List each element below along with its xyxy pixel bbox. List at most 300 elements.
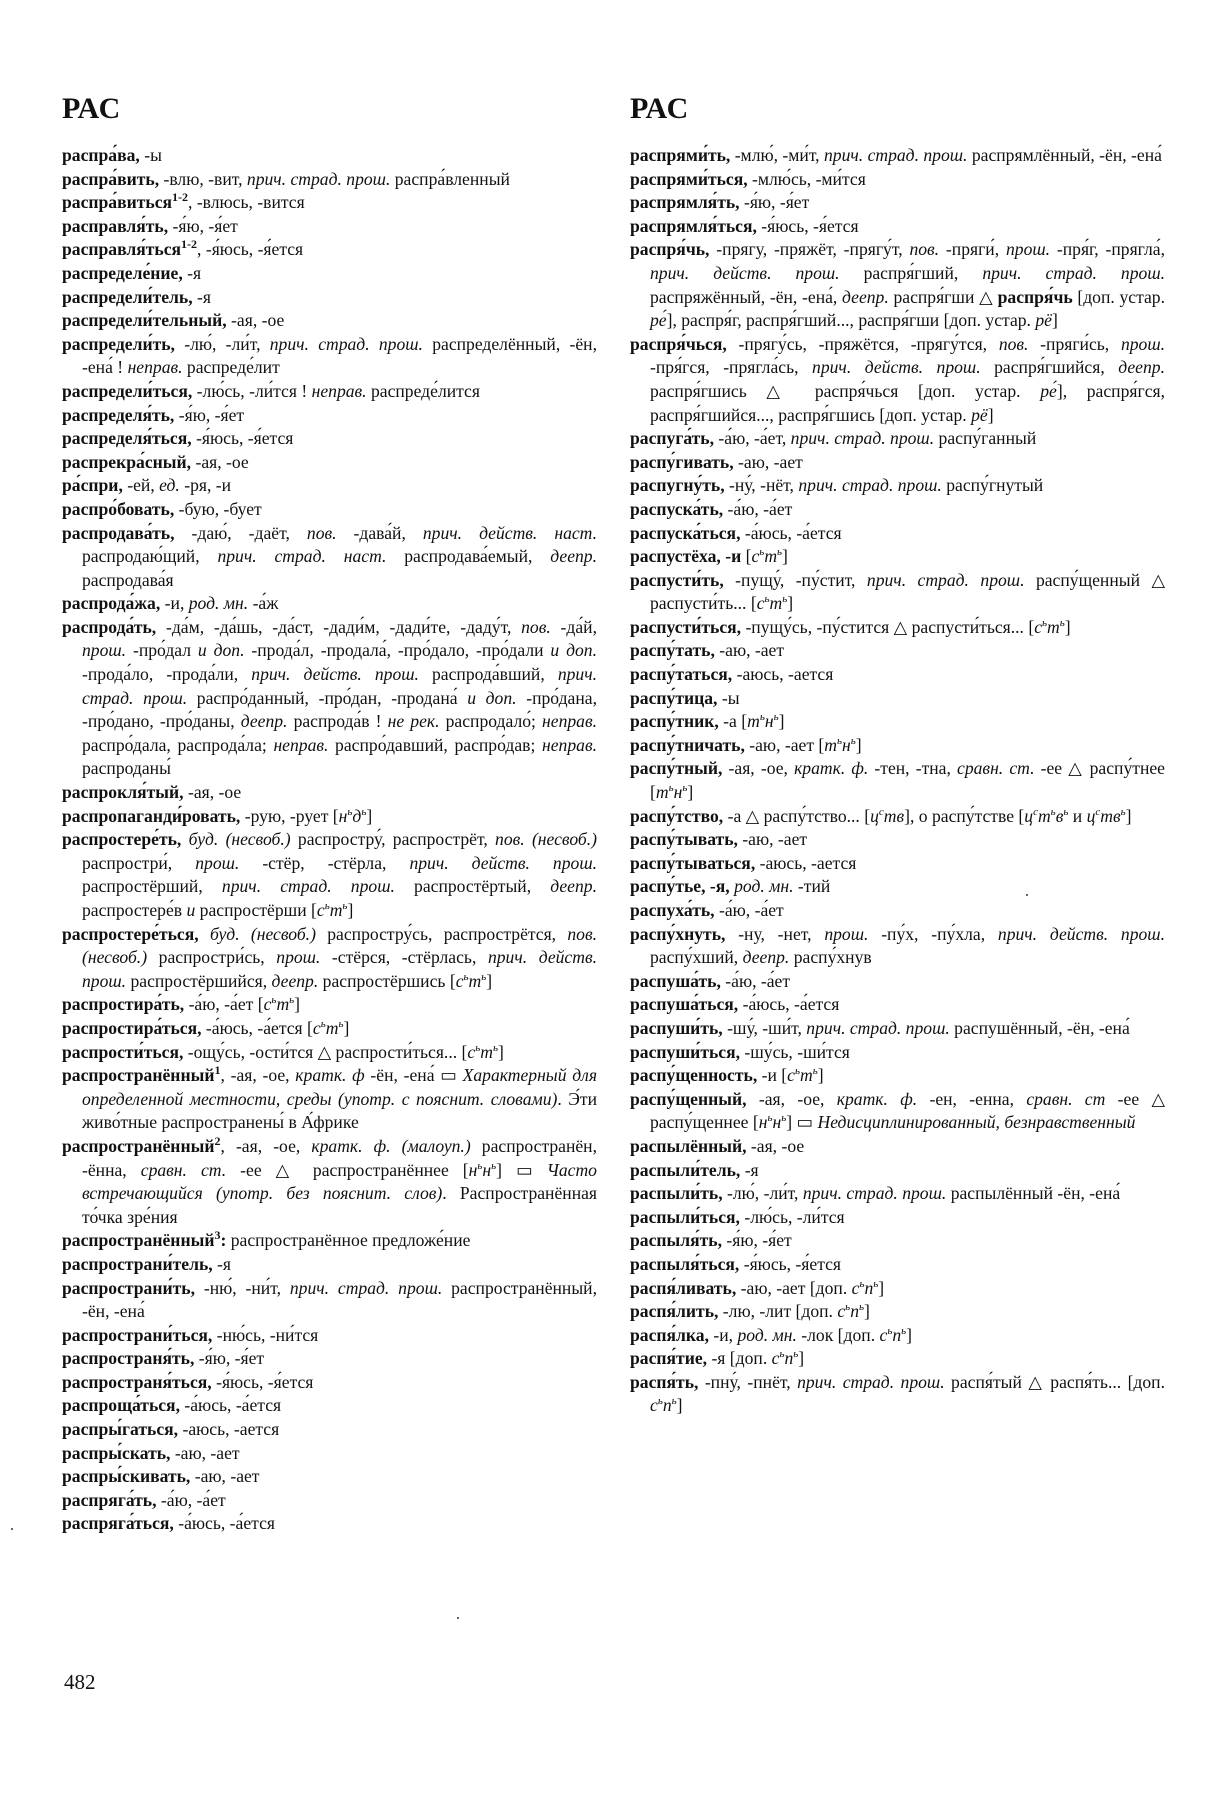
- right-entries: [630, 144, 1165, 1418]
- entry-text: ], о распу́тстве [: [904, 805, 1025, 826]
- entry-text: -ая, -ое: [746, 1135, 805, 1156]
- headword: распя́ть,: [630, 1371, 699, 1392]
- grammar-label: кратк. ф.: [794, 758, 869, 779]
- dictionary-entry: [62, 1489, 597, 1513]
- entry-text: -ая, -ое,: [722, 758, 795, 779]
- dictionary-entry: [62, 286, 597, 310]
- entry-text: распрода́в !: [287, 711, 388, 732]
- entry-text: ]: [366, 805, 373, 826]
- entry-text: ], распря́г, распря́гший..., распря́гши [доп. устар.: [666, 310, 1036, 331]
- superscript: ь: [1063, 805, 1069, 818]
- superscript: ь: [342, 900, 348, 913]
- entry-text: . Э́ти живо́тные распространены́ в А́фрике: [82, 1088, 598, 1133]
- headword: распугну́ть,: [630, 475, 725, 496]
- grammar-label: т: [655, 782, 669, 803]
- dictionary-entry: [62, 1277, 597, 1324]
- entry-text: ] ▭: [786, 1112, 818, 1133]
- entry-text: ]: [798, 1348, 805, 1369]
- entry-text: ]: [855, 734, 862, 755]
- grammar-label: п: [892, 1324, 902, 1345]
- grammar-label: пов.: [909, 239, 940, 260]
- dictionary-entry: [62, 380, 597, 404]
- superscript: ь: [859, 1277, 865, 1290]
- headword: распыля́ться,: [630, 1253, 740, 1274]
- entry-text: -стёрся, -стёрлась,: [320, 947, 488, 968]
- entry-text: распростру́, распрострёт,: [290, 829, 496, 850]
- headword: распу́тать,: [630, 640, 715, 661]
- superscript: с: [1095, 805, 1101, 818]
- entry-text: , -ая, -ое,: [220, 1065, 296, 1086]
- grammar-label: прич. страд. прош.: [269, 333, 423, 354]
- headword: распрями́ть,: [630, 145, 731, 165]
- grammar-label: деепр.: [742, 947, 790, 968]
- dictionary-entry: [62, 1394, 597, 1418]
- grammar-label: н: [842, 734, 851, 755]
- grammar-label: деепр.: [550, 546, 597, 567]
- dictionary-entry: [630, 805, 1165, 829]
- grammar-label: п: [784, 1348, 794, 1369]
- grammar-label: т: [764, 546, 778, 567]
- grammar-label: прич. действ. прош.: [812, 357, 981, 378]
- grammar-label: с: [879, 1324, 888, 1345]
- entry-text: распря́гшись △ распря́чься [доп. устар.: [650, 380, 1041, 401]
- entry-text: ], распря́гся, распря́гшийся..., распря́гшись [доп. устар.: [650, 380, 1165, 425]
- dictionary-entry: [62, 993, 597, 1017]
- entry-text: распря́гший,: [839, 262, 983, 283]
- entry-text: распростри́,: [82, 852, 196, 873]
- superscript: ь: [901, 1324, 907, 1337]
- grammar-label: и доп.: [197, 640, 245, 661]
- grammar-label: прич. страд. прош.: [289, 1277, 443, 1298]
- superscript: с: [878, 805, 884, 818]
- dictionary-entry: [630, 474, 1165, 498]
- grammar-label: т: [824, 734, 838, 755]
- entry-text: -я́ю, -я́ет: [174, 404, 245, 425]
- superscript: ь: [481, 970, 487, 983]
- dictionary-entry: [630, 663, 1165, 687]
- entry-text: -ощу́сь, -ости́тся △ распрости́ться... [: [183, 1041, 468, 1062]
- grammar-label: прич. страд. прош.: [982, 262, 1165, 283]
- superscript: ь: [324, 900, 330, 913]
- dictionary-entry: [630, 333, 1165, 427]
- entry-text: распространённый, -ён, -ена́: [82, 1277, 597, 1322]
- headword: распространи́ть,: [62, 1277, 195, 1298]
- dictionary-entry: [630, 451, 1165, 475]
- headword: распроща́ться,: [62, 1395, 180, 1416]
- entry-text: -пряги́сь,: [1028, 333, 1121, 354]
- headword: распряга́ть,: [62, 1489, 157, 1510]
- entry-text: , -я́юсь, -я́ется: [197, 239, 304, 260]
- entry-text: -ню́сь, -ни́тся: [212, 1324, 319, 1345]
- dictionary-entry: [62, 191, 597, 215]
- dictionary-entry: [62, 262, 597, 286]
- entry-text: распределённый, -ён, -ена́ !: [82, 333, 597, 378]
- entry-text: ]: [778, 711, 785, 732]
- entry-text: -лю, -лит [доп.: [718, 1301, 838, 1322]
- headword: распу́тник,: [630, 711, 719, 732]
- headword: распу́хнуть,: [630, 923, 726, 944]
- dictionary-entry: [630, 215, 1165, 239]
- left-column: [62, 92, 597, 1536]
- headword: расправля́ть,: [62, 215, 169, 236]
- entry-text: -а́ю, -а́ет: [714, 900, 784, 920]
- entry-text: распу́хнув: [789, 947, 872, 968]
- entry-text: -я,: [705, 876, 730, 897]
- entry-text: -а́юсь, -а́ется: [738, 994, 840, 1015]
- entry-text: -аю, -ает: [714, 640, 785, 661]
- entry-text: -тий: [793, 876, 831, 897]
- entry-text: распростере́в: [82, 900, 187, 920]
- headword: распределя́ться,: [62, 428, 192, 449]
- headword: распу́гивать,: [630, 451, 734, 472]
- entry-text: и: [1068, 805, 1087, 826]
- headword: распуша́ться,: [630, 994, 739, 1015]
- entry-text: ]: [294, 994, 301, 1015]
- entry-text: -пу́х, -пу́хла,: [868, 923, 998, 944]
- grammar-label: с: [467, 1041, 476, 1062]
- entry-text: -пущу́, -пу́стит,: [723, 569, 867, 590]
- entry-text: ]: [782, 546, 788, 567]
- dictionary-entry: [630, 1159, 1165, 1183]
- grammar-label: кратк. ф.: [836, 1088, 918, 1109]
- superscript: 1-2: [172, 190, 189, 205]
- grammar-label: рё: [1035, 310, 1052, 331]
- entry-text: -ая, -ое: [226, 310, 285, 331]
- entry-text: -ню́, -ни́т,: [194, 1277, 290, 1298]
- entry-text: -рую, -рует [: [240, 805, 339, 826]
- entry-text: -аюсь, -ается: [755, 852, 857, 873]
- entry-text: распреде́лится: [366, 380, 480, 401]
- dictionary-entry: [630, 899, 1165, 923]
- dictionary-entry: [630, 616, 1165, 640]
- dictionary-entry: [630, 522, 1165, 546]
- entry-text: -и,: [708, 1324, 738, 1345]
- entry-text: -ей,: [122, 475, 160, 496]
- entry-text: распродаю́щий,: [82, 546, 218, 567]
- superscript: ь: [759, 711, 765, 724]
- entry-text: -пну́, -пнёт,: [698, 1371, 798, 1392]
- headword: распя́ливать,: [630, 1277, 737, 1298]
- entry-text: -я [доп.: [707, 1348, 772, 1369]
- entry-text: -даю́, -даёт,: [174, 522, 307, 543]
- superscript: ь: [764, 593, 770, 606]
- entry-text: -а́ю, -а́ет: [720, 970, 791, 991]
- superscript: ь: [812, 1065, 818, 1078]
- grammar-label: Недисциплинированный, безнравственный: [817, 1112, 1136, 1133]
- entry-text: -я́юсь, -я́ется: [211, 1371, 314, 1392]
- superscript: 2: [214, 1134, 221, 1149]
- entry-text: -млю́, -ми́т,: [730, 145, 824, 165]
- grammar-label: прич. страд. прош.: [246, 168, 391, 189]
- dictionary-entry: [62, 404, 597, 428]
- entry-text: распряжённый, -ён, -ена́,: [650, 286, 843, 307]
- grammar-label: сравн. ст.: [140, 1159, 227, 1180]
- headword: распространи́ться,: [62, 1324, 213, 1345]
- grammar-label: ре́: [650, 310, 667, 331]
- entry-text: -ы: [139, 145, 162, 165]
- dictionary-entry: [630, 1229, 1165, 1253]
- superscript: ь: [837, 734, 843, 747]
- entry-text: -дава́й,: [336, 522, 423, 543]
- headword: распродава́ть,: [62, 522, 175, 543]
- grammar-label: прич. действ. прош.: [409, 852, 597, 873]
- headword: распростере́ться,: [62, 923, 199, 944]
- grammar-label: с: [650, 1395, 658, 1416]
- grammar-label: род. мн.: [737, 1324, 797, 1345]
- headword: распростере́ть,: [62, 829, 182, 850]
- headword: распыли́ться,: [630, 1206, 740, 1227]
- headword: распуха́ть,: [630, 900, 715, 920]
- entry-text: -лю́сь, -ли́тся: [739, 1206, 845, 1227]
- grammar-label: прош.: [824, 923, 869, 944]
- grammar-label: неправ.: [273, 734, 329, 755]
- grammar-label: прич. страд. прош.: [790, 428, 935, 449]
- grammar-label: п: [662, 1395, 672, 1416]
- grammar-label: пов.: [998, 333, 1029, 354]
- entry-text: распу́ганный: [934, 428, 1037, 449]
- entry-text: распрямлённый, -ён, -ена́: [967, 145, 1162, 165]
- grammar-label: неправ.: [127, 357, 183, 378]
- grammar-label: прич. страд. прош.: [806, 1017, 950, 1038]
- headword: распредели́ть,: [62, 333, 175, 354]
- headword: распростира́ть,: [62, 994, 185, 1015]
- grammar-label: тв: [883, 805, 905, 826]
- superscript: ь: [463, 970, 469, 983]
- headword: распространя́ться,: [62, 1371, 212, 1392]
- grammar-label: сравн. ст.: [957, 758, 1035, 779]
- dictionary-entry: [630, 687, 1165, 711]
- entry-text: распростри́сь,: [147, 947, 277, 968]
- grammar-label: т: [468, 970, 482, 991]
- entry-text: -влю, -вит,: [159, 168, 247, 189]
- entry-text: -и: [720, 546, 742, 567]
- left-running-head: РАС: [62, 92, 122, 125]
- dictionary-entry: [630, 710, 1165, 734]
- entry-text: распространён, -ённа,: [82, 1135, 597, 1180]
- grammar-label: неправ.: [542, 734, 597, 755]
- dictionary-entry: [630, 1300, 1165, 1324]
- headword: распро́бовать,: [62, 498, 175, 519]
- dictionary-entry: [62, 333, 597, 380]
- superscript: ь: [271, 994, 277, 1007]
- entry-text: -а́юсь, -а́ется: [173, 1513, 275, 1534]
- entry-text: . Распространённая то́чка зре́ния: [82, 1183, 598, 1227]
- grammar-label: прош.: [1005, 239, 1051, 260]
- headword: распрости́ться,: [62, 1041, 184, 1062]
- entry-text: распро́данный, -про́дан, -продана́: [187, 687, 468, 708]
- dictionary-entry: [630, 852, 1165, 876]
- superscript: ь: [845, 1301, 851, 1314]
- dictionary-entry: [630, 191, 1165, 215]
- grammar-label: т: [329, 900, 343, 920]
- dictionary-entry: [62, 144, 597, 168]
- grammar-label: и доп.: [550, 640, 598, 661]
- grammar-label: прич. действ. прош.: [82, 947, 597, 991]
- grammar-label: т: [1037, 805, 1051, 826]
- entry-text: -а́ю, -а́ет: [723, 498, 793, 519]
- grammar-label: деепр.: [240, 711, 288, 732]
- grammar-label: т: [276, 994, 290, 1015]
- grammar-label: деепр.: [271, 970, 319, 991]
- headword: распрокля́тый,: [62, 782, 184, 803]
- grammar-label: ре́: [1040, 380, 1057, 401]
- entry-text: -аю, -ает: [170, 1442, 240, 1463]
- headword: распрекра́сный,: [62, 451, 192, 472]
- entry-text: распу́щенный △ распусти́ть... [: [650, 569, 1165, 614]
- entry-text: -я́юсь, -я́ется: [739, 1253, 842, 1274]
- entry-text: -пря́г, -прягла́,: [1050, 239, 1165, 260]
- grammar-label: неправ.: [542, 711, 597, 732]
- superscript: ь: [475, 1041, 481, 1054]
- grammar-label: и: [186, 900, 196, 920]
- headword: распры́скать,: [62, 1442, 171, 1463]
- entry-text: [199, 924, 210, 944]
- grammar-label: деепр.: [842, 286, 889, 307]
- grammar-label: Характерный для определенной местности, среды (употр. с пояснит. словами): [82, 1065, 597, 1109]
- dictionary-entry: [630, 1324, 1165, 1348]
- entry-text: -ря, -и: [179, 475, 232, 496]
- dictionary-entry: [630, 168, 1165, 192]
- entry-text: распылённый -ён, -ена́: [946, 1183, 1121, 1204]
- entry-text: [: [741, 546, 752, 567]
- dictionary-entry: [62, 1418, 597, 1442]
- grammar-label: ц: [870, 805, 879, 826]
- grammar-label: т: [799, 1065, 813, 1086]
- entry-text: -про́дана, -про́дано, -про́даны,: [82, 687, 597, 732]
- entry-text: -а́юсь, -а́ется [: [201, 1017, 313, 1038]
- entry-text: -аюсь, -ается: [178, 1419, 280, 1440]
- entry-text: -ну, -нет,: [725, 923, 825, 944]
- grammar-label: с: [312, 1017, 321, 1038]
- dictionary-entry: [630, 545, 1165, 569]
- headword: распря́чь,: [630, 239, 710, 260]
- superscript: ь: [850, 734, 856, 747]
- grammar-label: прич. страд. прош.: [82, 664, 598, 708]
- dictionary-entry: [62, 168, 597, 192]
- grammar-label: н: [758, 1112, 768, 1133]
- dictionary-entry: [630, 569, 1165, 616]
- superscript: ь: [759, 546, 765, 559]
- entry-text: -я́юсь, -я́ется: [756, 215, 859, 236]
- grammar-label: пов. (несвоб.): [82, 923, 598, 968]
- dictionary-entry: [62, 616, 597, 781]
- headword: распрями́ться,: [630, 168, 748, 189]
- dictionary-entry: [630, 1206, 1165, 1230]
- superscript: ь: [794, 1065, 800, 1078]
- headword: распредели́тельный,: [62, 310, 227, 331]
- headword: распры́скивать,: [62, 1466, 191, 1487]
- grammar-label: н: [772, 1112, 782, 1133]
- entry-text: ]: [497, 1041, 504, 1062]
- dictionary-entry: [62, 1347, 597, 1371]
- headword: распря́чься,: [630, 333, 727, 354]
- headword: распу́щенный,: [630, 1088, 747, 1109]
- superscript: ь: [492, 1041, 498, 1054]
- dictionary-entry: [630, 1088, 1165, 1135]
- dictionary-entry: [630, 238, 1165, 332]
- entry-text: распростёрший,: [82, 876, 222, 897]
- dictionary-entry: [630, 144, 1165, 168]
- superscript: ь: [777, 546, 783, 559]
- entry-text: -я: [212, 1253, 232, 1274]
- headword: распылённый,: [630, 1135, 747, 1156]
- entry-text: ] ▭: [496, 1159, 547, 1180]
- dictionary-entry: [62, 923, 597, 994]
- grammar-label: буд. (несвоб.): [188, 829, 291, 850]
- headword: распу́тываться,: [630, 852, 756, 873]
- superscript: ь: [793, 1348, 799, 1361]
- superscript: ь: [887, 1324, 893, 1337]
- headword: распредели́тель,: [62, 286, 193, 307]
- dictionary-entry: [62, 1253, 597, 1277]
- dictionary-entry: [62, 1064, 597, 1135]
- grammar-label: рё: [971, 404, 988, 425]
- entry-text: -аю, -ает [доп.: [736, 1277, 852, 1298]
- grammar-label: пов.: [521, 616, 551, 637]
- headword: распрямля́ться,: [630, 215, 757, 236]
- grammar-label: с: [1034, 616, 1043, 637]
- entry-text: распу́хший,: [650, 947, 743, 968]
- grammar-label: т: [480, 1041, 493, 1062]
- superscript: 1-2: [181, 237, 198, 252]
- grammar-label: прич. страд. прош.: [866, 569, 1025, 590]
- entry-text: :: [220, 1230, 227, 1251]
- entry-text: распреде́лит: [182, 357, 280, 378]
- entry-text: -аю, -ает [: [744, 734, 825, 755]
- headword: распустёха,: [630, 546, 721, 567]
- grammar-label: с: [771, 1348, 780, 1369]
- entry-text: [181, 829, 188, 849]
- headword: распряга́ться,: [62, 1513, 174, 1534]
- headword: распя́лка,: [630, 1324, 709, 1345]
- grammar-label: Часто встречающийся (употр. без пояснит. слов): [82, 1159, 597, 1204]
- headword: распуша́ть,: [630, 970, 721, 991]
- entry-text: -стёр, -стёрла,: [239, 852, 410, 873]
- entry-text: ]: [347, 900, 354, 920]
- entry-text: ]: [1051, 310, 1058, 331]
- superscript: 1: [214, 1063, 221, 1078]
- entry-text: распространённое предложе́ние: [226, 1230, 471, 1251]
- headword: распусти́ться,: [630, 616, 742, 637]
- entry-text: -я: [182, 262, 202, 283]
- grammar-label: с: [756, 593, 765, 614]
- headword: распрямля́ть,: [630, 192, 740, 213]
- grammar-label: п: [864, 1277, 874, 1298]
- grammar-label: прош.: [195, 852, 240, 873]
- superscript: ь: [1059, 617, 1065, 630]
- entry-text: ]: [878, 1277, 885, 1298]
- entry-text: -а́юсь, -а́ется: [179, 1395, 282, 1416]
- entry-text: -лю́, -ли́т,: [722, 1183, 803, 1204]
- entry-text: -лок [доп.: [796, 1324, 880, 1345]
- entry-text: -аюсь, -ается: [732, 664, 834, 685]
- entry-text: [доп. устар.: [1072, 286, 1166, 307]
- grammar-label: прич. страд. прош.: [802, 1183, 947, 1204]
- dictionary-entry: [62, 451, 597, 475]
- entry-text: распя́тый △ распя́ть... [доп.: [944, 1371, 1165, 1392]
- left-entries: [62, 144, 597, 1536]
- grammar-label: прич. действ. наст.: [422, 522, 597, 543]
- superscript: ь: [491, 1159, 497, 1172]
- superscript: ь: [1120, 805, 1126, 818]
- superscript: ь: [767, 1112, 773, 1125]
- headword: распрода́ть,: [62, 616, 157, 637]
- entry-text: -а́ю, -а́ет: [156, 1489, 226, 1510]
- headword: распры́гаться,: [62, 1419, 179, 1440]
- grammar-label: с: [316, 900, 325, 920]
- headword: распу́тица,: [630, 687, 718, 708]
- grammar-label: прич. действ. прош.: [650, 262, 840, 283]
